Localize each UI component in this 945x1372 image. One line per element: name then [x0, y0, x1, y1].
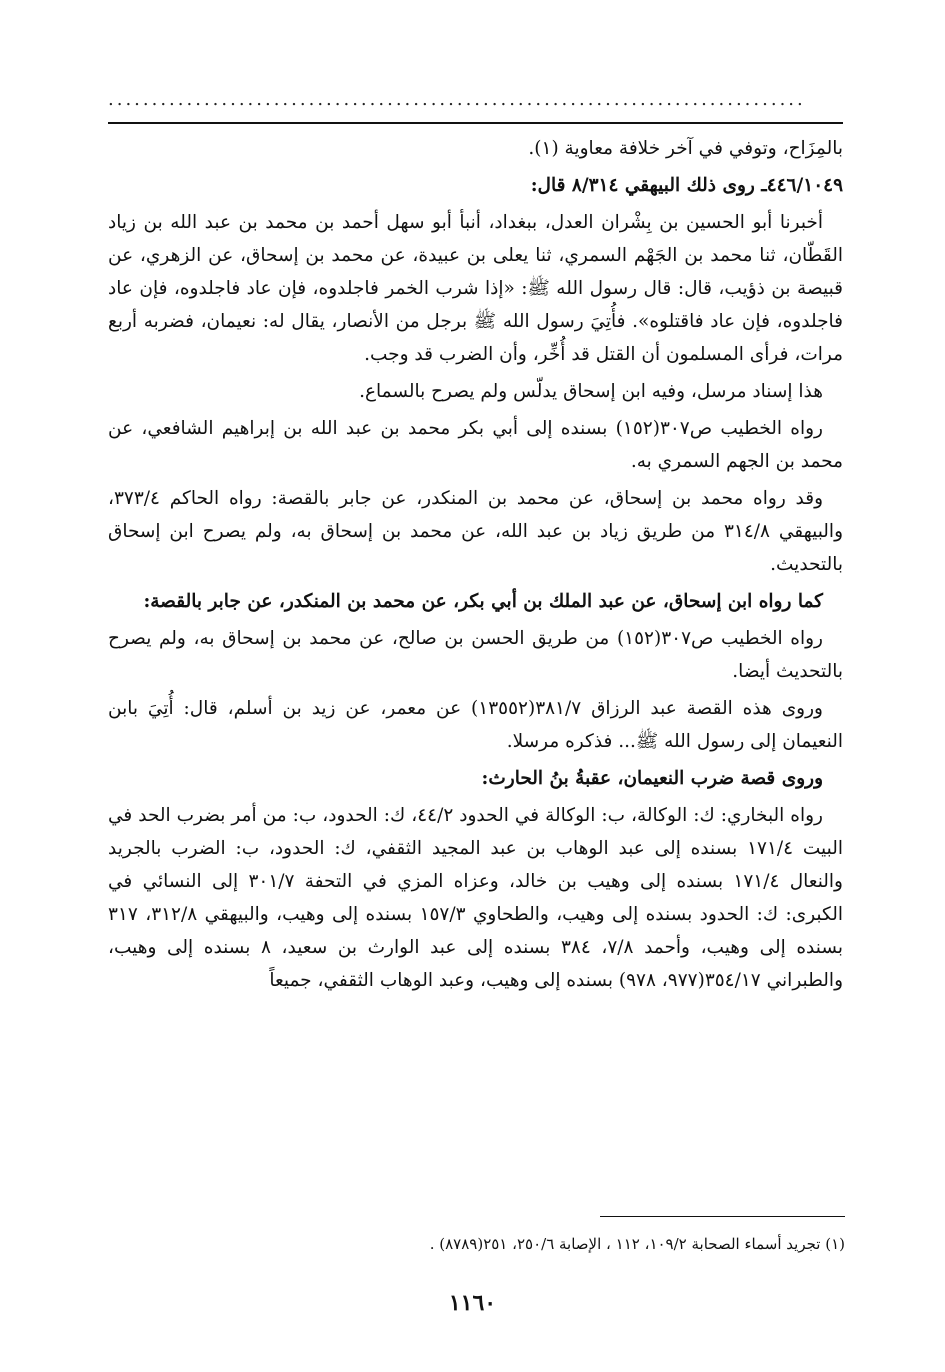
continuation-line: بالمِزَاح، وتوفي في آخر خلافة معاوية (١). [528, 138, 843, 159]
section-heading-uqba: وروى قصة ضرب النعيمان، عقبةُ بنُ الحارث: [481, 768, 823, 789]
takhrij-khatib: رواه الخطيب ص٣٠٧(١٥٢) بسنده إلى أبي بكر محمد بن عبد الله بن إبراهيم الشافعي، عن محمد بن الجهم السمري به. [108, 418, 843, 472]
takhrij-abd-al-razzaq: وروى هذه القصة عبد الرزاق ٣٨١/٧(١٣٥٥٢) عن معمر، عن زيد بن أسلم، قال: أُتِيَ بابن النعيمان إلى رسول الله ﷺ... فذكره مرسلا. [108, 698, 843, 752]
page-number: ١١٦٠ [448, 1290, 497, 1316]
footnote: (١) تجريد أسماء الصحابة ١٠٩/٢، ١١٢ ، الإصابة ٢٥٠/٦، ٢٥١(٨٧٨٩) . [429, 1235, 845, 1253]
takhrij-bukhari: رواه البخاري: ك: الوكالة، ب: الوكالة في الحدود ٤٤/٢، ك: الحدود، ب: من أمر بضرب الحد في البيت ١٧١/٤ بسنده إلى عبد الوهاب بن عبد المجيد الثقفي، ك: الحدود، ب: الضرب بالجريد والنعال ١٧١/٤ بسنده إلى وهيب بن خالد، وعزاه المزي في التحفة ٣٠١/٧ إلى النسائي في الكبرى: ك: الحدود بسنده إلى وهيب، والطحاوي ١٥٧/٣ بسنده إلى وهيب، والبيهقي ٣١٢/٨، ٣١٧ بسنده إلى وهيب، وأحمد ٧/٨، ٣٨٤ بسنده إلى عبد الوارث بن سعيد، ٨ بسنده إلى وهيب، والطبراني ٣٥٤/١٧(٩٧٧، ٩٧٨) بسنده إلى وهيب، وعبد الوهاب الثقفي، جميعاً [108, 805, 843, 991]
hadith-heading: ٤٤٦/١٠٤٩ـ روى ذلك البيهقي ٨/٣١٤ قال: [530, 175, 843, 196]
takhrij-khatib-2: رواه الخطيب ص٣٠٧(١٥٢) من طريق الحسن بن صالح، عن محمد بن إسحاق به، ولم يصرح بالتحديث أيضا. [108, 628, 843, 682]
footnote-rule [600, 1216, 845, 1217]
hadith-isnad-paragraph: أخبرنا أبو الحسين بن بِشْران العدل، ببغداد، أنبأ أبو سهل أحمد بن محمد بن عبد الله بن زياد القَطّان، ثنا محمد بن الجَهْم السمري، ثنا يعلى بن عبيدة، عن محمد بن إسحاق، عن الزهري، عن قبيصة بن ذؤيب، قال: قال رسول الله ﷺ: «إذا شرب الخمر فاجلدوه، فإن عاد فاجلدوه، فإن عاد فاجلدوه، فإن عاد فاقتلوه». فأُتِيَ رسول الله ﷺ برجل من الأنصار، يقال له: نعيمان، فضربه أربع مرات، فرأى المسلمون أن القتل قد أُخِّر، وأن الضرب قد وجب. [108, 212, 843, 365]
takhrij-abd-al-malik: كما رواه ابن إسحاق، عن عبد الملك بن أبي بكر، عن محمد بن المنكدر، عن جابر بالقصة: [143, 591, 823, 612]
header-rule [108, 122, 843, 124]
header-dotted-line: ................................................................................ [108, 89, 806, 110]
isnad-assessment: هذا إسناد مرسل، وفيه ابن إسحاق يدلّس ولم يصرح بالسماع. [359, 381, 823, 402]
page-body [108, 132, 843, 1001]
takhrij-jabir: وقد رواه محمد بن إسحاق، عن محمد بن المنكدر، عن جابر بالقصة: رواه الحاكم ٣٧٣/٤، والبيهقي ٣١٤/٨ من طريق زياد بن عبد الله، عن محمد بن إسحاق به، ولم يصرح ابن إسحاق بالتحديث. [108, 488, 844, 575]
